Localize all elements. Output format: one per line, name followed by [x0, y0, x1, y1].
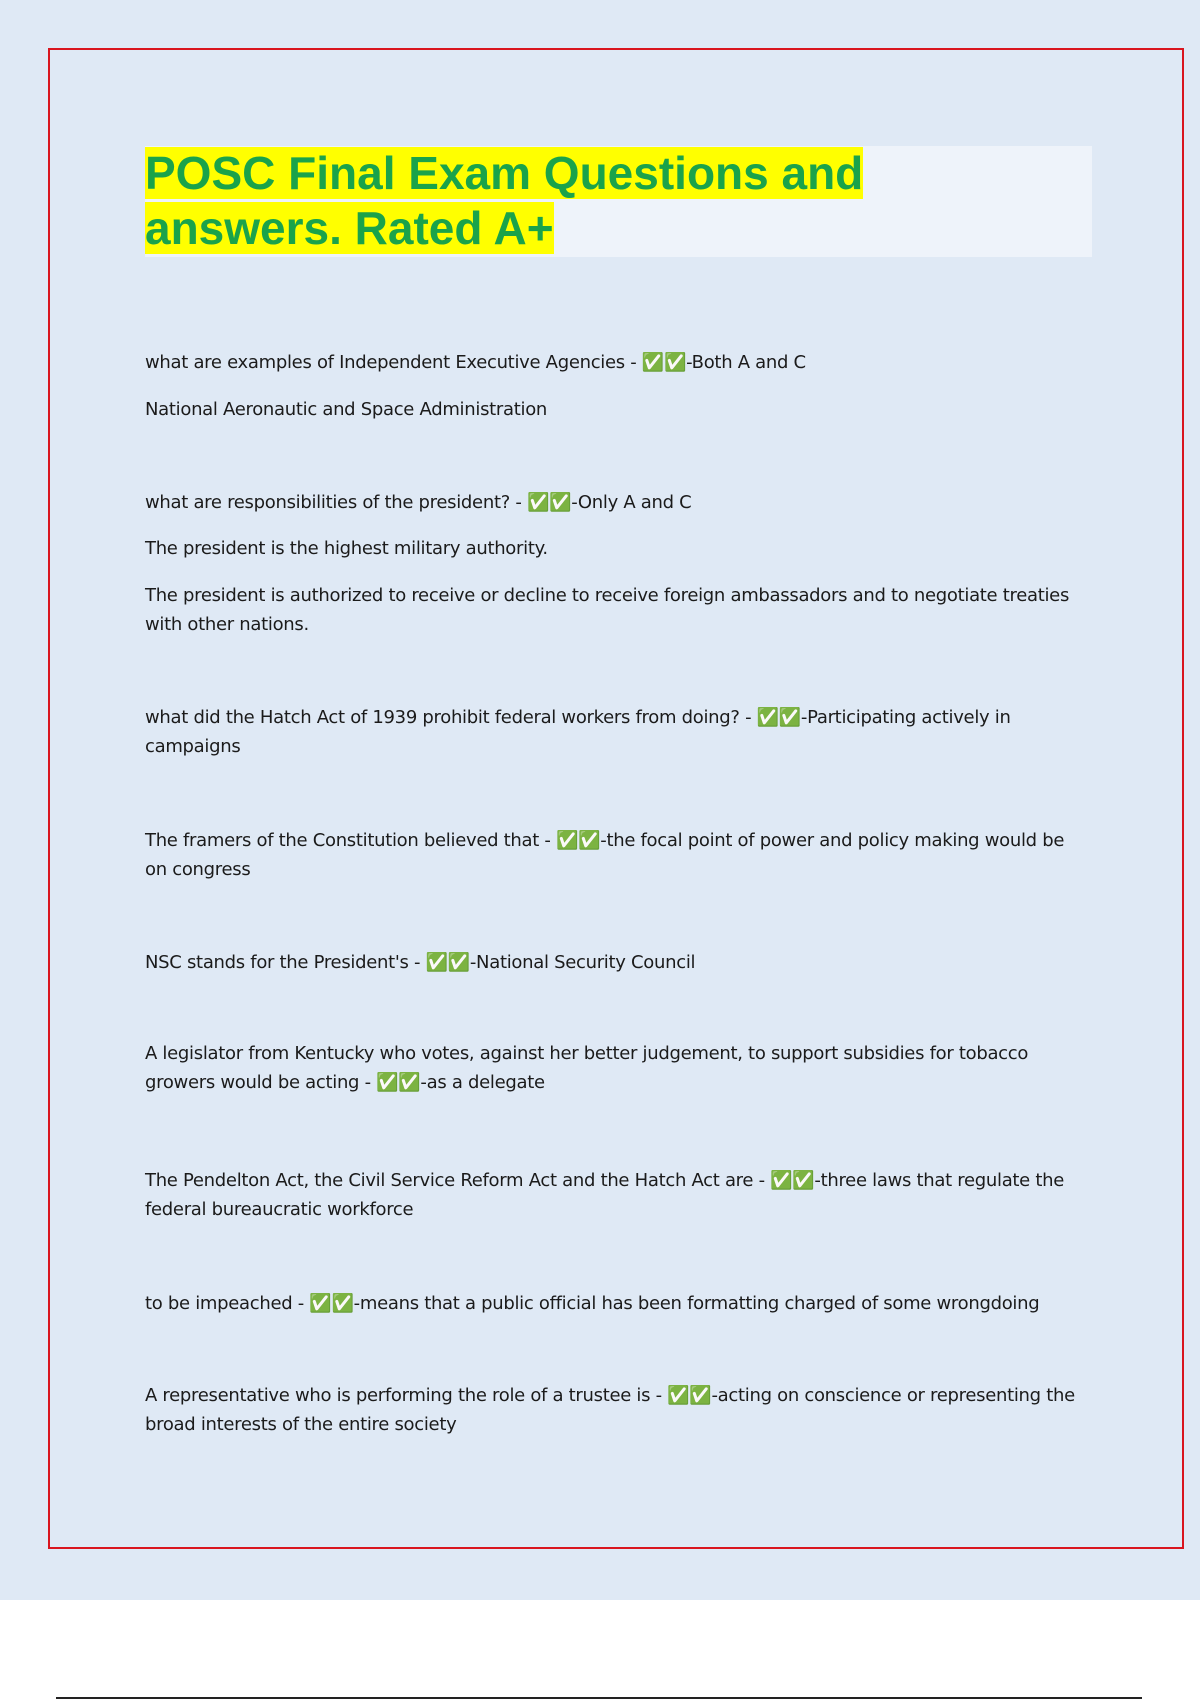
document-title: POSC Final Exam Questions and answers. Rated A+	[145, 147, 864, 254]
question-8: to be impeached - ✅✅-means that a public official has been formatting charged of some wrongdoing	[145, 1293, 1040, 1314]
question-9: A representative who is performing the role of a trustee is - ✅✅-acting on conscience or representing the broad interests of the entire society	[145, 1385, 1075, 1435]
page-border	[48, 48, 1184, 1549]
question-3: what did the Hatch Act of 1939 prohibit federal workers from doing? - ✅✅-Participating actively in campaigns	[145, 707, 1011, 757]
question-5: NSC stands for the President's - ✅✅-National Security Council	[145, 952, 696, 973]
question-4: The framers of the Constitution believed that - ✅✅-the focal point of power and policy making would be on congress	[145, 830, 1065, 880]
question-2: what are responsibilities of the president? - ✅✅-Only A and C	[145, 492, 692, 513]
question-1: what are examples of Independent Executive Agencies - ✅✅-Both A and C	[145, 352, 806, 373]
answer-detail: The president is the highest military authority.	[145, 538, 548, 559]
answer-detail: The president is authorized to receive or decline to receive foreign ambassadors and to negotiate treaties with other nations.	[145, 585, 1070, 635]
question-6: A legislator from Kentucky who votes, against her better judgement, to support subsidies for tobacco growers would be acting - ✅✅-as a delegate	[145, 1043, 1029, 1093]
question-7: The Pendelton Act, the Civil Service Reform Act and the Hatch Act are - ✅✅-three laws that regulate the federal bureaucratic workforce	[145, 1170, 1065, 1220]
footer-rule	[56, 1697, 1142, 1699]
answer-detail: National Aeronautic and Space Administration	[145, 399, 548, 420]
